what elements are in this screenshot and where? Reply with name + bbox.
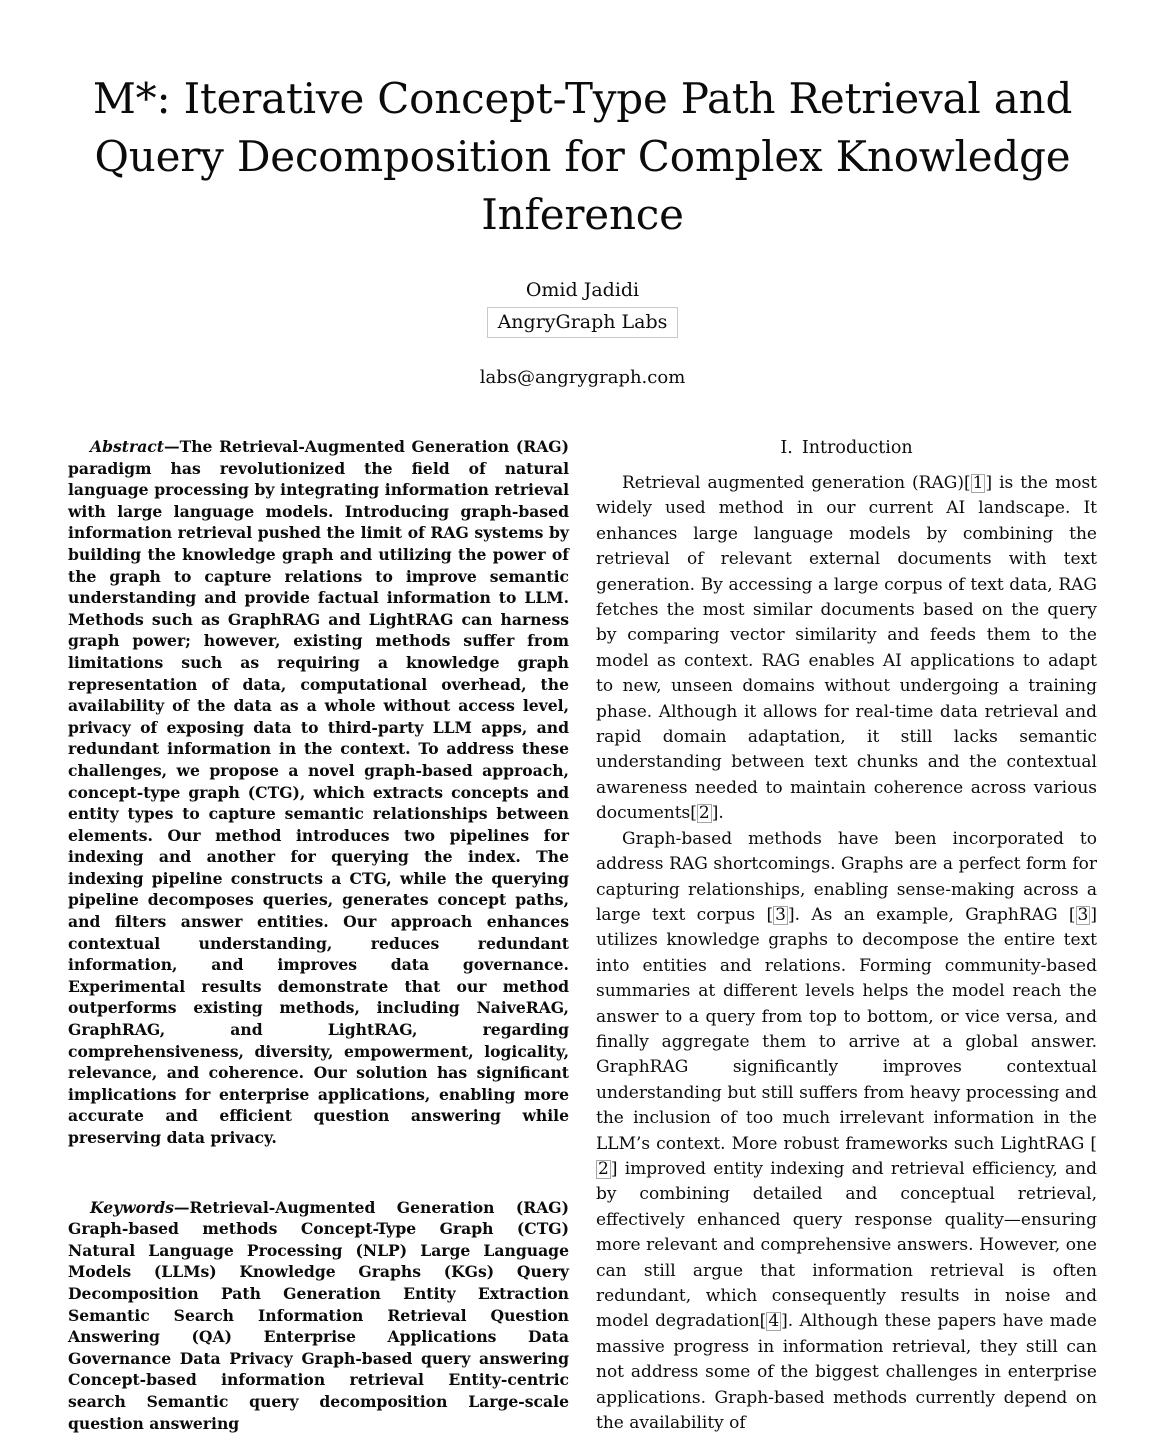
citation-link[interactable]: 4 bbox=[768, 1311, 780, 1332]
citation-link[interactable]: 1 bbox=[972, 473, 984, 493]
page-title: M*: Iterative Concept-Type Path Retrieval and Query Decomposition for Complex Knowledge Inference bbox=[92, 74, 1073, 239]
citation-link[interactable]: 2 bbox=[598, 1158, 609, 1179]
affiliation-box: AngryGraph Labs bbox=[487, 307, 679, 338]
author-name: Omid Jadidi bbox=[525, 279, 640, 301]
author-email: labs@angrygraph.com bbox=[479, 367, 686, 388]
abstract-paragraph bbox=[68, 436, 569, 1149]
citation-link[interactable]: 3 bbox=[1077, 904, 1089, 925]
affiliation-wrap bbox=[68, 307, 1097, 338]
citation-link[interactable]: 2 bbox=[698, 803, 710, 824]
abstract-text: —The Retrieval-Augmented Generation (RAG) paradigm has revolutionized the field of natural language processing by integrating information retrieval with large language models. Introducing graph-based information retrieval pushed the limit of RAG systems by building the knowledge graph and utilizing the power of the graph to capture relations to improve semantic understanding and provide factual information to LLM. Methods such as GraphRAG and LightRAG can harness graph power; however, existing methods suffer from limitations such as requiring a knowledge graph representation of data, computational overhead, the availability of the data as a whole without access level, privacy of exposing data to third-party LLM apps, and redundant information in the context. To address these challenges, we propose a novel graph-based approach, concept-type graph (CTG), which extracts concepts and entity types to capture semantic relationships between elements. Our method introduces two pipelines for indexing and another for querying the index. The indexing pipeline constructs a CTG, while the querying pipeline decomposes queries, generates concept paths, and filters answer entities. Our approach enhances contextual understanding, reduces redundant information, and improves data governance. Experimental results demonstrate that our method outperforms existing methods, including NaiveRAG, GraphRAG, and LightRAG, regarding comprehensiveness, diversity, empowerment, logicality, relevance, and coherence. Our solution has significant implications for enterprise applications, enabling more accurate and efficient question answering while preserving data privacy. bbox=[68, 437, 569, 1147]
right-column bbox=[596, 436, 1097, 1436]
introduction-paragraph-2: Graph-based methods have been incorporated to address RAG shortcomings. Graphs are a perfect form for capturing relationships, enabling sense-making across a large text corpus [ 3 ]. As an example, GraphRAG [ 3 ] utilizes knowledge graphs to decompose the entire text into entities and relations. Forming community-based summaries at different levels helps the model reach the answer to a query from top to bottom, or vice versa, and finally aggregate them to arrive at a global answer. GraphRAG significantly improves contextual understanding but still suffers from heavy processing and the inclusion of too much irrelevant information in the LLM’s context. More robust frameworks such LightRAG [2 ] improved entity indexing and retrieval efficiency, and by combining detailed and conceptual retrieval, effectively enhanced query response quality—ensuring more relevant and comprehensive answers. However, one can still argue that information retrieval is often redundant, which consequently results in noise and model degradation[ 4 ]. Although these papers have made massive progress in information retrieval, they still can not address some of the biggest challenges in enterprise applications. Graph-based methods currently depend on the availability of bbox=[596, 828, 1098, 1434]
introduction-paragraph-1: Retrieval augmented generation (RAG)[ 1 ] is the most widely used method in our current AI landscape. It enhances large language models by combining the retrieval of relevant external documents with text generation. By accessing a large corpus of text data, RAG fetches the most similar documents based on the query by comparing vector similarity and feeds them to the model as context. RAG enables AI applications to adapt to new, unseen domains without undergoing a training phase. Although it allows for real-time data retrieval and rapid domain adaptation, it still lacks semantic understanding between text chunks and the contextual awareness needed to maintain coherence across various documents[ 2 ]. bbox=[596, 473, 1097, 824]
keywords-paragraph bbox=[68, 1197, 569, 1435]
keywords-text: —Retrieval-Augmented Generation (RAG) Graph-based methods Concept-Type Graph (CTG) Natural Language Processing (NLP) Large Language Models (LLMs) Knowledge Graphs (KGs) Query Decomposition Path Generation Entity Extraction Semantic Search Information Retrieval Question Answering (QA) Enterprise Applications Data Governance Data Privacy Graph-based query answering Concept-based information retrieval Entity-centric search Semantic query decomposition Large-scale question answering bbox=[68, 1197, 569, 1433]
keywords-label: Keywords bbox=[90, 1197, 174, 1217]
two-column-body bbox=[68, 436, 1097, 1436]
author-block bbox=[68, 278, 1097, 338]
section-heading-introduction bbox=[596, 437, 1097, 459]
section-number: I. bbox=[780, 438, 793, 458]
section-title: Introduction bbox=[801, 438, 913, 458]
left-column bbox=[68, 436, 569, 1436]
abstract-label: Abstract bbox=[90, 437, 165, 456]
citation-link[interactable]: 3 bbox=[775, 904, 786, 925]
